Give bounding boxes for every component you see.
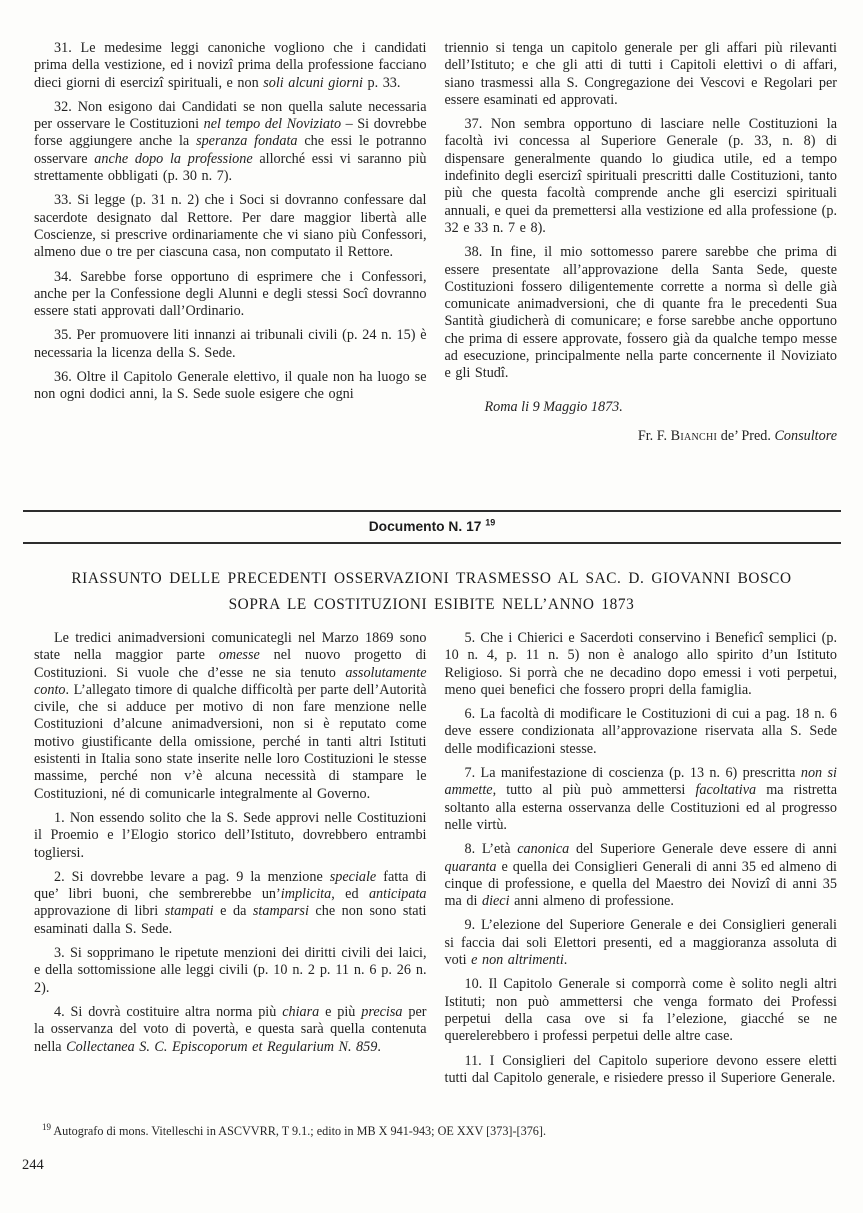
paragraph <box>445 1053 838 1088</box>
text-segment: Consultore <box>774 427 837 444</box>
top-right-paragraphs <box>445 40 838 383</box>
text-segment: Le tredici animadversioni comunicategli nel Marzo 1869 sono state nella maggior parte <box>34 630 427 664</box>
text-segment: p. 33. <box>362 74 401 91</box>
text-segment: facoltativa <box>695 782 757 799</box>
text-segment: stampati <box>164 903 214 920</box>
text-segment: non si ammette <box>444 765 837 799</box>
text-segment: nel tempo del Noviziato <box>203 116 342 133</box>
paragraph <box>34 192 427 261</box>
paragraph <box>34 869 427 938</box>
text-segment: anche dopo la professione <box>94 150 253 167</box>
text-segment: 4. Si dovrà costituire altra norma più <box>54 1003 283 1020</box>
text-segment: . <box>377 1038 381 1055</box>
text-segment: chiara <box>282 1003 320 1020</box>
text-segment: 3. Si sopprimano le ripetute menzioni dei diritti civili dei laici, e della sottomissione alle leggi civili (p. 10 n. 2 p. 11 n. 6 p. 26 n. 2). <box>34 945 427 996</box>
paragraph <box>445 706 838 758</box>
text-segment: anticipata <box>368 886 427 903</box>
paragraph <box>445 841 838 910</box>
paragraph <box>34 99 427 185</box>
dateline <box>445 399 838 416</box>
text-segment: 8. L’età <box>464 841 518 858</box>
text-segment: 1. Non essendo solito che la S. Sede approvi nelle Costituzioni il Proemio e l’Elogio storico dell’Istituto, dovrebbero entrambi togliersi. <box>34 809 427 861</box>
text-segment: 19 <box>485 517 496 528</box>
paragraph <box>34 40 427 92</box>
text-segment: anni almeno di professione. <box>509 893 674 910</box>
text-segment: 11. I Consiglieri del Capitolo superiore devono essere eletti tutti dal Capitolo generale, e risiedere presso il Superiore Generale. <box>444 1052 837 1086</box>
paragraph <box>34 945 427 997</box>
text-segment: Collectanea S. C. Episcoporum et Regularium N. 859 <box>66 1038 378 1055</box>
text-segment: per la osservanza del voto di povertà, e questa sarà quella contenuta nella <box>34 1003 427 1055</box>
text-segment: Documento N. 17 <box>368 519 486 534</box>
text-segment: e non altrimenti <box>471 952 564 969</box>
top-section <box>34 40 837 445</box>
text-segment: 36. Oltre il Capitolo Generale elettivo, il quale non ha luogo se non ogni dodici anni, la S. Sede suole esigere che ogni <box>34 369 427 403</box>
text-segment: 9. L’elezione del Superiore Generale e dei Consiglieri generali si faccia dai soli Elettori presenti, ed a maggioranza assoluta di voti <box>444 917 837 969</box>
text-segment: omesse <box>218 647 260 664</box>
text-segment: e più <box>319 1003 362 1020</box>
text-segment: . L’allegato timore di qualche difficoltà per parte dell’Autorità civile, che si adduce per motivo di non fare menzione nelle Costituzioni d’alcune animadversioni, non si è reputato come motivo giustificante della omissione, perché in tanti altri Istituti esistenti in Italia sono state inserite nelle loro Costituzioni le stesse massime, perché non v’è alcuna necessità di stampare le Costituzioni, né di comunicarle integralmente al Governo. <box>34 681 427 802</box>
footnote <box>34 1121 837 1139</box>
text-segment: 32. Non esigono dai Candidati se non quella salute necessaria per osservare le Costituzioni <box>34 98 427 133</box>
text-segment: implicita <box>280 886 332 903</box>
text-segment: 38. In fine, il mio sottomesso parere sarebbe che prima di essere presentate all’approvazione della Santa Sede, queste Costituzioni fossero diligentemente corrette a norma sì delle già comunicate animadversioni, che di quante fra le precedenti Sua Santità giudicherà di comunicare; e forse sarebbe anche opportuno che prima di essere approvate, fossero già da qualche tempo messe ad esecuzione, principalmente nella parte concernente il Noviziato e gli Studî. <box>444 244 837 382</box>
text-segment: speciale <box>329 868 377 885</box>
text-segment: allorché essi vi saranno più strettamente obbligati (p. 30 n. 7). <box>34 150 427 185</box>
text-segment: 5. Che i Chierici e Sacerdoti conservino i Beneficî semplici (p. 10 n. 4, p. 11 n. 5) non è analogo allo spirito d’un Istituto Religioso. Si porrà che ne decadino dopo emessi i voti perpetui, meno quei benefici che fossero propri della famiglia. <box>444 630 837 698</box>
paragraph <box>34 1004 427 1056</box>
document-title <box>0 566 863 618</box>
text-segment: Bianchi <box>670 427 718 444</box>
text-segment: assolutamente conto <box>34 664 427 698</box>
paragraph <box>445 40 838 109</box>
text-segment: e quella dei Consiglieri Generali di anni 35 ed almeno di cinque di professione, e quella del Maestro dei Novizî di anni 35 ma di <box>444 858 837 910</box>
text-segment: stamparsi <box>252 903 309 920</box>
paragraph <box>34 630 427 803</box>
document-number-label <box>369 519 496 534</box>
text-segment: ma ristretta soltanto alla esterna osservanza delle Costituzioni ed al progresso nelle virtù. <box>444 782 837 833</box>
paragraph <box>34 369 427 404</box>
text-segment: , ed <box>331 886 369 903</box>
text-segment: che essi le potranno osservare <box>34 133 427 167</box>
page-number: 244 <box>22 1157 44 1173</box>
text-segment: del Superiore Generale deve essere di anni <box>569 841 838 858</box>
text-segment: 35. Per promuovere liti innanzi ai tribunali civili (p. 24 n. 15) è necessaria la licenza della S. Sede. <box>34 327 427 361</box>
text-segment: nel nuovo progetto di Costituzioni. Si vuole che d’esse ne sia tenuto <box>34 647 427 681</box>
text-segment: quaranta <box>444 858 497 875</box>
text-segment: . <box>563 952 568 969</box>
paragraph <box>445 116 838 237</box>
text-segment: de’ Pred. <box>717 427 775 444</box>
text-segment: – Si dovrebbe forse aggiungere anche la <box>34 116 427 150</box>
paragraph <box>445 976 838 1045</box>
document-title-line1: RIASSUNTO DELLE PRECEDENTI OSSERVAZIONI TRASMESSO AL SAC. D. GIOVANNI BOSCO <box>71 570 792 587</box>
text-segment: fatta di que’ libri buoni, che sembrerebbe un’ <box>34 868 427 903</box>
paragraph <box>445 765 838 834</box>
text-segment: speranza fondata <box>196 133 298 150</box>
paragraph <box>445 917 838 969</box>
text-segment: e da <box>213 903 253 920</box>
paragraph <box>445 244 838 382</box>
text-segment: 6. La facoltà di modificare le Costituzioni di cui a pag. 18 n. 6 deve essere condizionata all’approvazione riservata alla S. Sede delle modificazioni stesse. <box>444 706 837 757</box>
text-segment: Fr. F. <box>637 427 671 444</box>
top-right-column <box>445 40 838 445</box>
text-segment: che non sono stati esaminati dalla S. Sede. <box>34 903 427 937</box>
text-segment: 31. Le medesime leggi canoniche vogliono che i candidati prima della vestizione, ed i novizî prima della professione facciano dieci giorni di esercizî spirituali, e non <box>34 40 427 91</box>
text-segment: approvazione di libri <box>34 903 165 920</box>
paragraph <box>34 269 427 321</box>
text-segment: canonica <box>517 841 570 858</box>
document-header <box>23 510 841 544</box>
text-segment: 7. La manifestazione di coscienza (p. 13 n. 6) prescritta <box>464 765 801 782</box>
text-segment: 19 <box>42 1121 51 1132</box>
top-left-column <box>34 40 427 445</box>
text-segment: dieci <box>481 893 510 910</box>
main-right-column <box>445 630 838 1094</box>
text-segment: 33. Si legge (p. 31 n. 2) che i Soci si dovranno confessare dal sacerdote designato dal Rettore. Per dare maggior libertà alle Coscienze, si prescrive ordinariamente che vi siano più Confessori, almeno due o tre per ciascuna casa, non computato il Rettore. <box>34 192 427 261</box>
text-segment: Autografo di mons. Vitelleschi in ASCVVRR, T 9.1.; edito in MB X 941-943; OE XXV [373]-[376]. <box>51 1124 546 1138</box>
text-segment: 2. Si dovrebbe levare a pag. 9 la menzione <box>54 868 330 885</box>
text-segment: soli alcuni giorni <box>263 74 363 91</box>
text-segment: , tutto al più può ammettersi <box>492 782 696 799</box>
text-segment: 37. Non sembra opportuno di lasciare nelle Costituzioni la facoltà ivi concessa al Superiore Generale (p. 33, n. 8) di dispensare generalmente quando lo giudica utile, ed a tempo indefinito degli esercizî spirituali prescritti dalle Costituzioni, tanto più che questa facoltà comprende anche gli esercizi spirituali annuali, e quei da premettersi alla vestizione ed alla professione (p. 32 e 33 n. 7 e 8). <box>444 116 837 236</box>
main-left-column <box>34 630 427 1094</box>
paragraph <box>34 327 427 362</box>
text-segment: precisa <box>361 1003 403 1020</box>
main-section <box>34 630 837 1094</box>
paragraph <box>445 630 838 699</box>
text-segment: 34. Sarebbe forse opportuno di esprimere che i Confessori, anche per la Confessione degli Alunni e degli stessi Socî dovranno essere stati approvati dall’Ordinario. <box>34 268 427 320</box>
signature <box>445 428 838 445</box>
text-segment: Roma li 9 Maggio 1873. <box>484 398 623 415</box>
text-segment: 10. Il Capitolo Generale si comporrà come è solito negli altri Istituti; non può ammettersi che venga formato dei Professi perpetui della casa ove si fa l’elezione, giacché se ne querelerebbero i professi perpetui delle altre case. <box>444 976 837 1045</box>
paragraph <box>34 810 427 862</box>
document-title-line2: SOPRA LE COSTITUZIONI ESIBITE NELL’ANNO 1873 <box>228 596 635 613</box>
text-segment: triennio si tenga un capitolo generale per gli affari più rilevanti dell’Istituto; e che gli atti di tutti i Capitoli elettivi o di affari, siano trasmessi alla S. Congregazione dei Vescovi e Regolari per essere esaminati ed approvati. <box>444 40 837 108</box>
